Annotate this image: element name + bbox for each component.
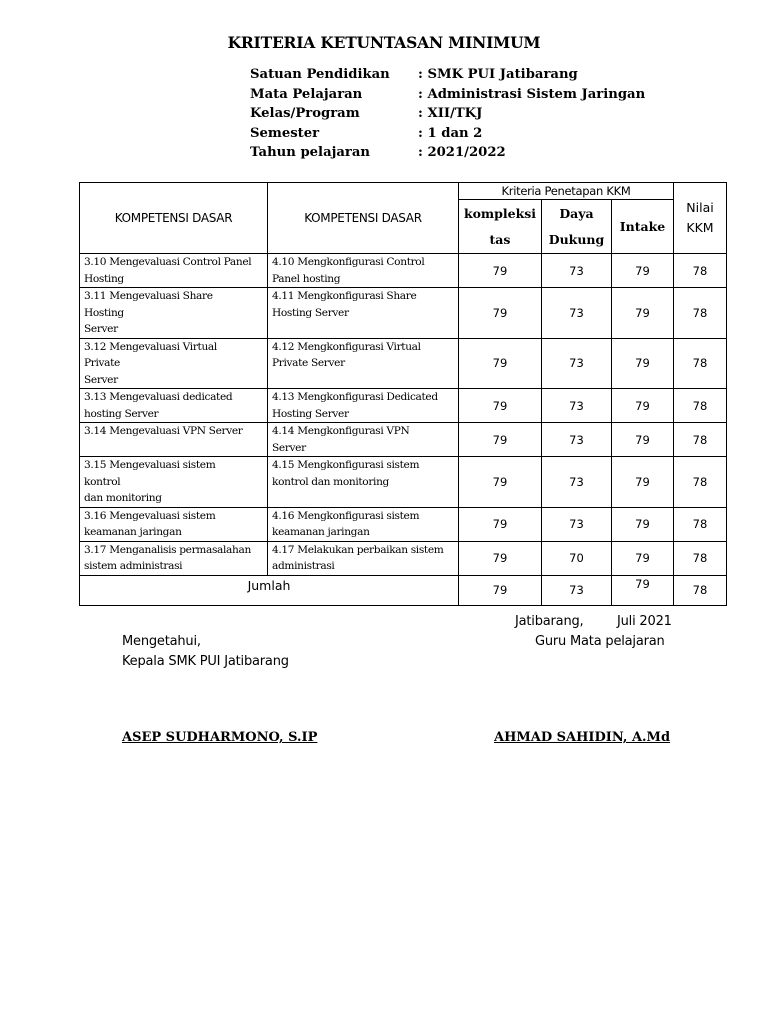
- kkm-table-wrapper: [79, 182, 727, 606]
- kkm-table: [79, 182, 727, 606]
- header-nilai-line: KKM: [686, 220, 714, 235]
- intake-value: 79: [612, 457, 674, 508]
- signature-place: Jatibarang,: [515, 614, 584, 629]
- kd-text-line: 4.14 Mengkonfigurasi VPN: [272, 425, 410, 437]
- kd-text-line: keamanan jaringan: [272, 526, 370, 538]
- table-row: [80, 288, 727, 339]
- kd-text-line: 4.11 Mengkonfigurasi Share: [272, 290, 417, 302]
- header-kompleksitas-line: tas: [489, 231, 511, 247]
- kd-cell-right: [268, 288, 459, 339]
- header-kriteria: Kriteria Penetapan KKM: [459, 183, 674, 200]
- intake-value: 79: [612, 541, 674, 575]
- daya-dukung-value: 73: [542, 507, 612, 541]
- kd-text-line: 3.16 Mengevaluasi sistem: [84, 509, 216, 522]
- header-kompetensi-dasar-2: KOMPETENSI DASAR: [268, 183, 459, 254]
- kd-cell-left: [80, 457, 268, 508]
- kd-text-line: 4.15 Mengkonfigurasi sistem: [272, 459, 420, 471]
- kd-text-line: 3.14 Mengevaluasi VPN Server: [84, 425, 243, 437]
- nilai-kkm-value: 78: [674, 288, 727, 339]
- table-row-total: [80, 575, 727, 605]
- kd-text-line: 4.10 Mengkonfigurasi Control: [272, 256, 425, 268]
- kd-cell-left: [80, 288, 268, 339]
- header-nilai-kkm: [674, 183, 727, 254]
- signature-right-name: AHMAD SAHIDIN, A.Md: [494, 730, 671, 745]
- header-daya-line: Dukung: [548, 231, 605, 247]
- intake-total: 79: [612, 575, 674, 605]
- intake-value: 79: [612, 254, 674, 288]
- info-label: Semester: [250, 125, 320, 141]
- kd-cell-left: [80, 338, 268, 389]
- kompleksitas-value: 79: [459, 338, 542, 389]
- daya-dukung-value: 73: [542, 457, 612, 508]
- kd-text-line: 4.12 Mengkonfigurasi Virtual: [272, 340, 421, 353]
- daya-dukung-total: 73: [542, 575, 612, 605]
- kd-text-line: Private Server: [272, 357, 345, 369]
- kd-cell-right: [268, 389, 459, 423]
- intake-value: 79: [612, 389, 674, 423]
- kd-text-line: 3.15 Mengevaluasi sistem: [84, 459, 216, 471]
- kompleksitas-value: 79: [459, 288, 542, 339]
- kd-text-line: Server: [84, 373, 118, 386]
- info-value: : 1 dan 2: [418, 125, 483, 141]
- info-label: Satuan Pendidikan: [250, 67, 390, 82]
- signature-left-line1: Mengetahui,: [122, 634, 201, 649]
- nilai-kkm-value: 78: [674, 389, 727, 423]
- daya-dukung-value: 73: [542, 288, 612, 339]
- daya-dukung-value: 73: [542, 389, 612, 423]
- kd-text-line: sistem administrasi: [84, 560, 183, 572]
- nilai-kkm-value: 78: [674, 338, 727, 389]
- kd-text-line: administrasi: [272, 560, 335, 572]
- nilai-kkm-value: 78: [674, 254, 727, 288]
- kd-text-line: hosting Server: [84, 407, 159, 420]
- header-nilai-line: Nilai: [686, 200, 714, 215]
- kd-text-line: Hosting Server: [272, 407, 349, 420]
- table-row: [80, 507, 727, 541]
- kompleksitas-value: 79: [459, 423, 542, 457]
- kd-cell-left: [80, 254, 268, 288]
- nilai-kkm-total: 78: [674, 575, 727, 605]
- kd-cell-right: [268, 423, 459, 457]
- kd-text-line: 3.12 Mengevaluasi Virtual: [84, 340, 217, 353]
- kd-text-line: dan monitoring: [84, 492, 162, 504]
- header-intake: Intake: [612, 200, 674, 254]
- nilai-kkm-value: 78: [674, 457, 727, 508]
- info-value: : Administrasi Sistem Jaringan: [418, 86, 646, 102]
- info-label: Kelas/Program: [250, 106, 360, 121]
- kd-text-line: Hosting Server: [272, 306, 349, 319]
- intake-value: 79: [612, 288, 674, 339]
- info-value: : 2021/2022: [418, 145, 506, 160]
- nilai-kkm-value: 78: [674, 423, 727, 457]
- kd-cell-right: [268, 254, 459, 288]
- kd-text-line: Hosting: [84, 272, 124, 285]
- kd-text-line: Server: [272, 441, 306, 454]
- table-row: [80, 457, 727, 508]
- kd-cell-left: [80, 541, 268, 575]
- header-kompetensi-dasar-1: KOMPETENSI DASAR: [80, 183, 268, 254]
- total-label: Jumlah: [80, 575, 459, 605]
- table-row: [80, 423, 727, 457]
- kompleksitas-value: 79: [459, 507, 542, 541]
- daya-dukung-value: 73: [542, 254, 612, 288]
- intake-value: 79: [612, 338, 674, 389]
- document-title: KRITERIA KETUNTASAN MINIMUM: [227, 33, 541, 52]
- kompleksitas-total: 79: [459, 575, 542, 605]
- kompleksitas-value: 79: [459, 389, 542, 423]
- info-label: Mata Pelajaran: [250, 86, 363, 102]
- info-value: : SMK PUI Jatibarang: [418, 67, 578, 82]
- signature-left-name: ASEP SUDHARMONO, S.IP: [122, 730, 318, 745]
- table-row: [80, 338, 727, 389]
- kd-text-line: kontrol dan monitoring: [272, 475, 389, 488]
- kd-text-line: 4.13 Mengkonfigurasi Dedicated: [272, 391, 438, 403]
- kd-cell-left: [80, 389, 268, 423]
- nilai-kkm-value: 78: [674, 541, 727, 575]
- kompleksitas-value: 79: [459, 254, 542, 288]
- kompleksitas-value: 79: [459, 541, 542, 575]
- header-kompleksitas-line: kompleksi: [463, 205, 537, 221]
- kompleksitas-value: 79: [459, 457, 542, 508]
- daya-dukung-value: 73: [542, 423, 612, 457]
- kd-cell-left: [80, 423, 268, 457]
- intake-value: 79: [612, 507, 674, 541]
- table-row: [80, 254, 727, 288]
- info-label: Tahun pelajaran: [250, 145, 371, 160]
- kd-text-line: keamanan jaringan: [84, 526, 182, 538]
- header-kompleksitas: [459, 200, 542, 254]
- intake-value: 79: [612, 423, 674, 457]
- header-daya-dukung: [542, 200, 612, 254]
- kd-cell-right: [268, 541, 459, 575]
- signature-right-line1: Guru Mata pelajaran: [535, 634, 665, 649]
- kd-cell-left: [80, 507, 268, 541]
- table-row: [80, 389, 727, 423]
- kd-text-line: 3.17 Menganalisis permasalahan: [84, 543, 251, 556]
- daya-dukung-value: 70: [542, 541, 612, 575]
- info-value: : XII/TKJ: [418, 106, 483, 121]
- nilai-kkm-value: 78: [674, 507, 727, 541]
- kd-text-line: Private: [84, 357, 120, 369]
- daya-dukung-value: 73: [542, 338, 612, 389]
- table-row: [80, 541, 727, 575]
- signature-date: Juli 2021: [617, 614, 672, 629]
- kd-text-line: 3.11 Mengevaluasi Share: [84, 290, 213, 302]
- kd-text-line: Panel hosting: [272, 272, 341, 285]
- kd-text-line: kontrol: [84, 475, 121, 488]
- signature-left-line2: Kepala SMK PUI Jatibarang: [122, 654, 289, 669]
- kd-text-line: Server: [84, 323, 118, 335]
- kd-text-line: 4.16 Mengkonfigurasi sistem: [272, 509, 420, 522]
- header-daya-line: Daya: [559, 205, 594, 221]
- kd-cell-right: [268, 507, 459, 541]
- kd-cell-right: [268, 338, 459, 389]
- kd-text-line: 3.13 Mengevaluasi dedicated: [84, 391, 233, 403]
- kd-cell-right: [268, 457, 459, 508]
- kd-text-line: 4.17 Melakukan perbaikan sistem: [272, 543, 444, 556]
- kd-text-line: Hosting: [84, 306, 124, 319]
- kd-text-line: 3.10 Mengevaluasi Control Panel: [84, 256, 252, 268]
